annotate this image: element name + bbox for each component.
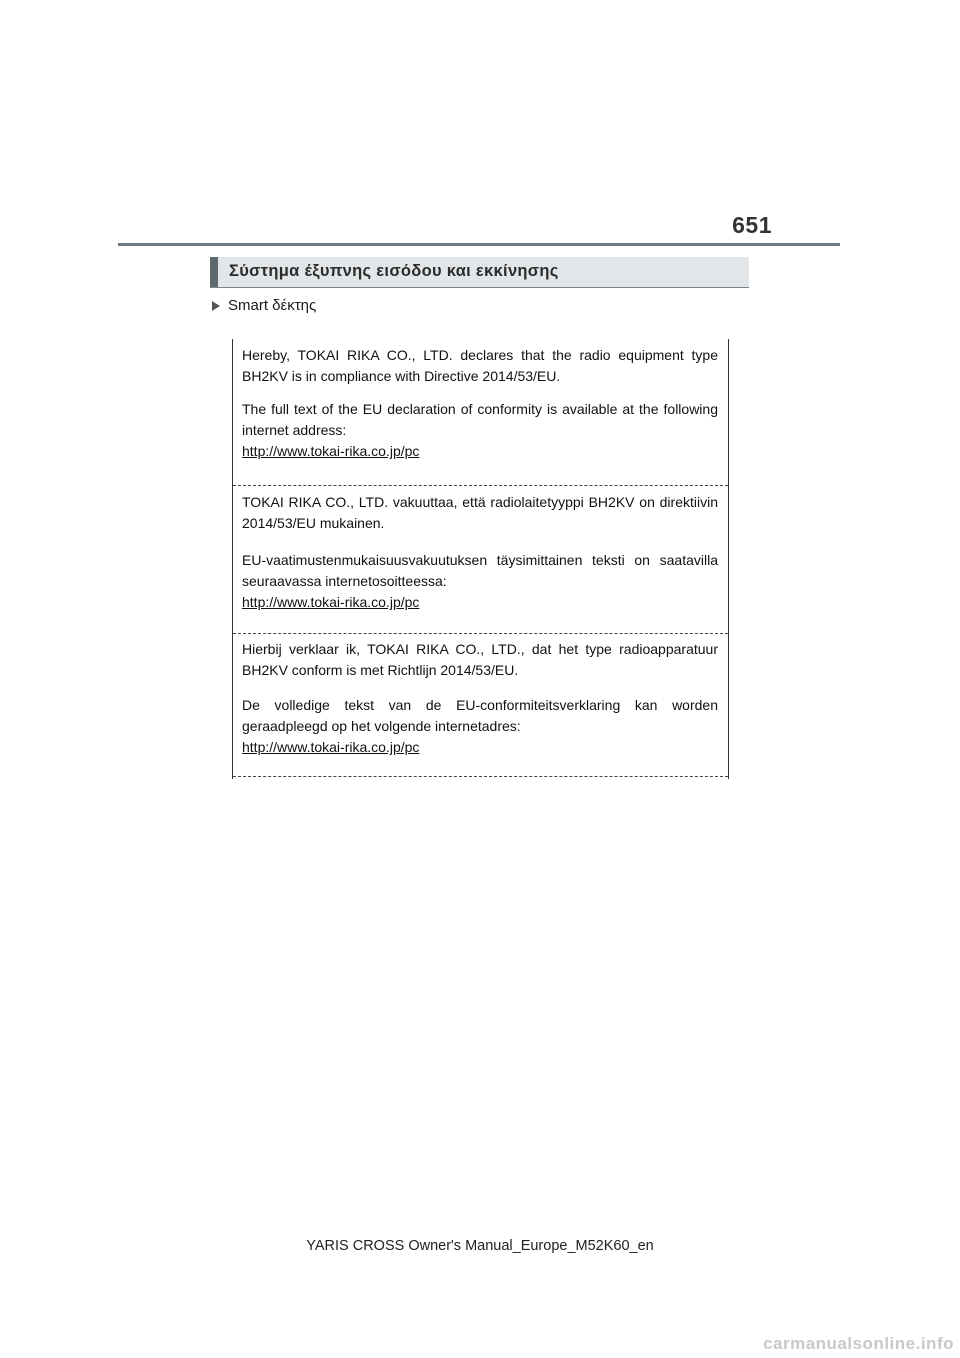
declaration-nl bbox=[233, 634, 728, 777]
declaration-text: Hierbij verklaar ik, TOKAI RIKA CO., LTD., dat het type radioapparatuur BH2KV conform is met Richtlijn 2014/53/EU. bbox=[242, 641, 718, 678]
declaration-text: EU-vaatimustenmukaisuusvakuutuksen täysimittainen teksti on saatavilla seuraavassa internetosoitteessa: bbox=[242, 552, 718, 589]
declaration-text: Hereby, TOKAI RIKA CO., LTD. declares that the radio equipment type BH2KV is in compliance with Directive 2014/53/EU. bbox=[242, 347, 718, 384]
declaration-fi bbox=[233, 486, 728, 634]
section-title: Σύστημα έξυπνης εισόδου και εκκίνησης bbox=[229, 262, 559, 280]
watermark: carmanualsonline.info bbox=[763, 1334, 954, 1353]
section-header bbox=[210, 257, 749, 288]
declaration-text: The full text of the EU declaration of conformity is available at the following internet address: bbox=[242, 401, 718, 438]
header-rule bbox=[118, 243, 840, 246]
triangle-bullet-icon bbox=[212, 301, 220, 311]
declaration-box bbox=[232, 339, 729, 779]
sub-item bbox=[212, 297, 316, 314]
declaration-url-link[interactable]: http://www.tokai-rika.co.jp/pc bbox=[242, 443, 420, 459]
declaration-en bbox=[233, 339, 728, 486]
section-marker bbox=[210, 257, 218, 287]
footer-text: YARIS CROSS Owner's Manual_Europe_M52K60_en bbox=[306, 1238, 654, 1254]
declaration-url-link[interactable]: http://www.tokai-rika.co.jp/pc bbox=[242, 594, 420, 610]
page-number: 651 bbox=[732, 212, 772, 238]
declaration-text: TOKAI RIKA CO., LTD. vakuuttaa, että radiolaitetyyppi BH2KV on direktiivin 2014/53/EU mukainen. bbox=[242, 494, 718, 531]
declaration-text: De volledige tekst van de EU-conformiteitsverklaring kan worden geraadpleegd op het volgende internetadres: bbox=[242, 697, 718, 734]
declaration-url-link[interactable]: http://www.tokai-rika.co.jp/pc bbox=[242, 739, 420, 755]
sub-item-label: Smart δέκτης bbox=[228, 297, 317, 314]
